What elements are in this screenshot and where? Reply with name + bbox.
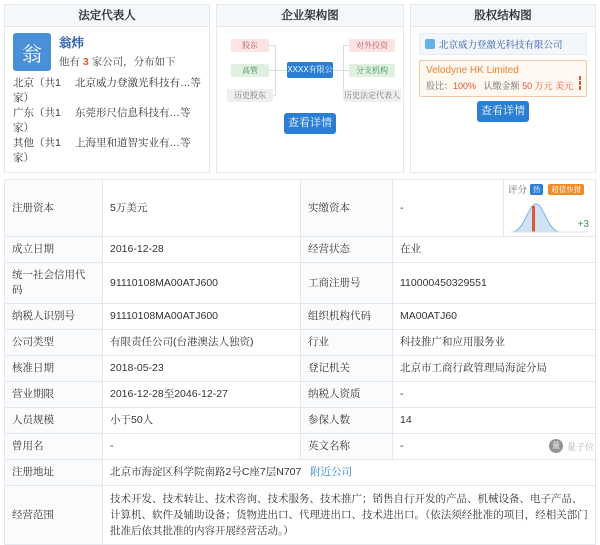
table-row [5, 180, 596, 237]
table-row [5, 408, 596, 434]
org-node-historical-shareholder[interactable]: 历史股东 [227, 89, 273, 102]
legal-rep-title: 法定代表人 [5, 5, 209, 27]
legal-rep-company-list [13, 76, 201, 166]
row-key: 经营状态 [301, 237, 393, 263]
row-key: 人员规模 [5, 408, 103, 434]
mini-bar-chart-icon [510, 200, 588, 234]
equity-root-label: 北京威力登激光科技有限公司 [438, 40, 563, 51]
nearby-companies-link[interactable]: 附近公司 [310, 466, 353, 478]
org-node-center-company[interactable]: XXXX有限公司 [287, 62, 333, 78]
legal-rep-name[interactable]: 翁炜 [59, 36, 85, 50]
ratio-label: 股比： [425, 81, 453, 91]
org-node-shareholder[interactable]: 股东 [231, 39, 269, 52]
table-row [5, 263, 596, 304]
row-key: 核准日期 [5, 356, 103, 382]
building-icon [425, 39, 435, 49]
row-value: 技术开发、技术转让、技术咨询、技术服务、技术推广；销售自行开发的产品、机械设备、电子产品、计算机、软件及辅助设备；货物进出口、代理进出口、技术进出口。（依法须经批准的项目，经相关部门批准后依其批准的内容开展经营活动。） [103, 486, 596, 545]
row-key: 登记机关 [301, 356, 393, 382]
row-key: 曾用名 [5, 434, 103, 460]
region-label: 广东（共1家） [13, 107, 61, 134]
row-value [103, 460, 596, 486]
equity-detail-button-label: 查看详情 [480, 105, 525, 117]
row-key: 工商注册号 [301, 263, 393, 304]
legal-rep-summary [59, 54, 176, 69]
region-label: 其他（共1家） [13, 137, 61, 164]
row-value: 91110108MA00ATJ600 [103, 263, 301, 304]
equity-detail-button[interactable] [477, 101, 529, 122]
company-label: 北京威力登激光科技有…等 [75, 77, 201, 89]
score-label: 评分 [508, 185, 528, 196]
row-key: 行业 [301, 330, 393, 356]
row-value: - [393, 434, 596, 460]
watermark-logo: 量 [549, 439, 563, 453]
row-value: 2018-05-23 [103, 356, 301, 382]
row-key: 纳税人识别号 [5, 304, 103, 330]
org-chart-detail-button[interactable] [284, 113, 336, 134]
summary-prefix: 他有 [59, 56, 80, 68]
score-delta: +3 [577, 219, 589, 230]
org-node-historical-legal-rep[interactable]: 历史法定代表人 [344, 91, 400, 100]
row-key: 注册地址 [5, 460, 103, 486]
list-item[interactable] [13, 76, 201, 106]
watermark-text: 量子位 [566, 441, 594, 452]
connector-line [275, 70, 276, 95]
row-key: 英文名称 [301, 434, 393, 460]
hot-badge: 热 [530, 184, 544, 195]
table-row [5, 304, 596, 330]
row-value: - [393, 180, 504, 237]
summary-count: 3 [82, 56, 89, 68]
row-value: 2016-12-28 [103, 237, 301, 263]
ratio-value: 100% [453, 81, 477, 91]
org-chart-graphic [225, 33, 400, 109]
list-item[interactable] [13, 106, 201, 136]
row-value: MA00ATJ60 [393, 304, 596, 330]
connector-line [275, 70, 287, 71]
row-key: 成立日期 [5, 237, 103, 263]
org-node-branches[interactable]: 分支机构 [349, 64, 395, 77]
row-key: 营业期限 [5, 382, 103, 408]
row-value: 科技推广和应用服务业 [393, 330, 596, 356]
company-detail-table [4, 179, 596, 545]
capital-label: 认缴金额 [483, 81, 520, 91]
legal-rep-card [4, 4, 210, 173]
capital-value: 50 万元 美元 [522, 81, 574, 91]
table-row [5, 382, 596, 408]
table-row [5, 237, 596, 263]
org-node-investments[interactable]: 对外投资 [349, 39, 395, 52]
row-key: 公司类型 [5, 330, 103, 356]
row-key: 统一社会信用代码 [5, 263, 103, 304]
summary-cards [4, 4, 596, 173]
row-value: 在业 [393, 237, 596, 263]
address-text: 北京市海淀区科学院南路2号C座7层N707 [110, 466, 302, 478]
row-value: 5万美元 [103, 180, 301, 237]
equity-bars-icon [579, 76, 581, 91]
row-value: 小于50人 [103, 408, 301, 434]
company-label: 上海里和道智实业有…等 [75, 137, 191, 149]
connector-line [275, 45, 276, 70]
row-value: 北京市工商行政管理局海淀分局 [393, 356, 596, 382]
equity-card [410, 4, 596, 173]
watermark [549, 439, 594, 453]
equity-shareholder-node[interactable] [419, 60, 587, 97]
org-chart-title: 企业架构图 [217, 5, 403, 27]
row-value: 14 [393, 408, 596, 434]
org-chart-detail-button-label: 查看详情 [287, 117, 332, 129]
row-value: 110000450329551 [393, 263, 596, 304]
connector-line [333, 70, 343, 71]
org-chart-card [216, 4, 404, 173]
row-key: 经营范围 [5, 486, 103, 545]
list-item[interactable] [13, 136, 201, 166]
equity-root-node[interactable] [419, 33, 587, 55]
company-label: 东莞形尺信息科技有…等 [75, 107, 191, 119]
equity-title: 股权结构图 [411, 5, 595, 27]
table-row-address [5, 460, 596, 486]
equity-shareholder-name: Velodyne HK Limited [425, 65, 519, 76]
row-value: 91110108MA00ATJ600 [103, 304, 301, 330]
equity-shareholder-detail [426, 79, 580, 92]
table-row-scope [5, 486, 596, 545]
row-value: - [103, 434, 301, 460]
report-badge: 超值快报 [548, 184, 584, 195]
row-key: 组织机构代码 [301, 304, 393, 330]
table-row [5, 434, 596, 460]
row-key: 纳税人资质 [301, 382, 393, 408]
score-widget[interactable] [504, 180, 596, 237]
table-row [5, 330, 596, 356]
connector-line [343, 45, 344, 70]
row-value: 有限责任公司(台港澳法人独资) [103, 330, 301, 356]
table-row [5, 356, 596, 382]
row-value: 2016-12-28至2046-12-27 [103, 382, 301, 408]
avatar: 翁 [13, 33, 51, 71]
summary-suffix: 家公司，分布如下 [91, 56, 176, 68]
region-label: 北京（共1家） [13, 77, 61, 104]
org-node-executives[interactable]: 高管 [231, 64, 269, 77]
row-key: 实缴资本 [301, 180, 393, 237]
row-value: - [393, 382, 596, 408]
connector-line [275, 95, 276, 96]
row-key: 参保人数 [301, 408, 393, 434]
row-key: 注册资本 [5, 180, 103, 237]
